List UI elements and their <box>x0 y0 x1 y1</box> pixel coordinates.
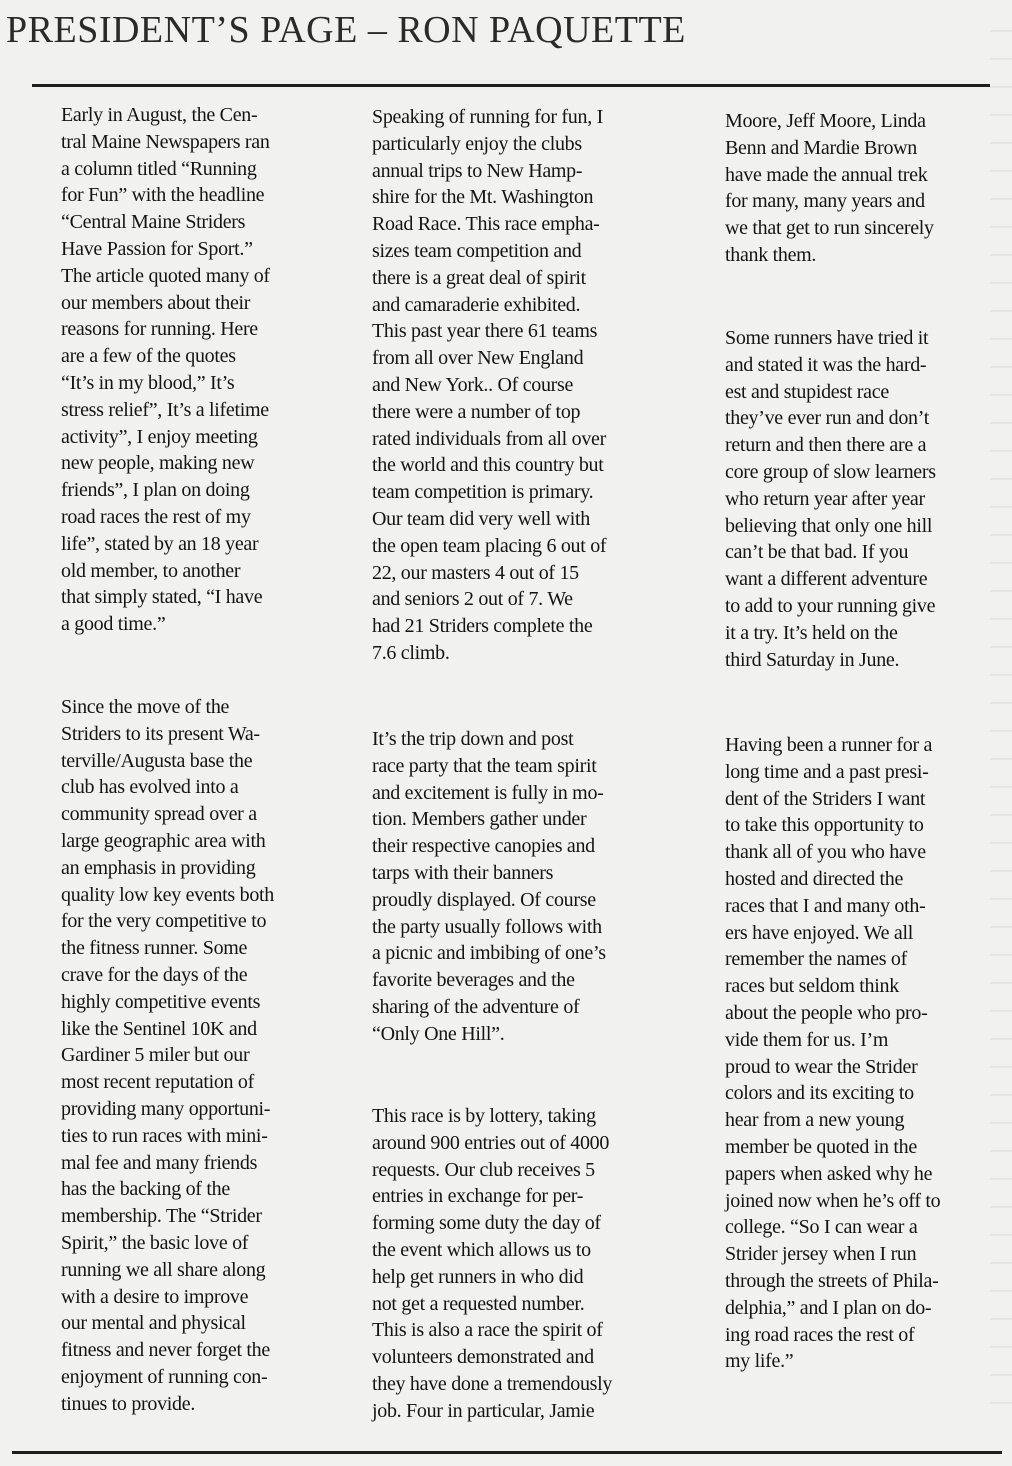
article-paragraph: Some runners have tried it and stated it was the hard- est and stupidest race they’ve ever run and don’t return and then there are a core group of slow learners who return year after year believing that only one hill can’t be that bad. If you want a different adventure to add to your running give it a try. It’s held on the third Saturday in June. <box>725 327 936 671</box>
article-paragraph: Early in August, the Cen- tral Maine Newspapers ran a column titled “Running for Fun” with the headline “Central Maine Striders Have Passion for Sport.” The article quoted many of our members about their reasons for running. Here are a few of the quotes “It’s in my blood,” It’s stress relief”, It’s a lifetime activity”, I enjoy meeting new people, making new friends”, I plan on doing road races the rest of my life”, stated by an 18 year old member, to another that simply stated, “I have a good time.” <box>61 104 270 636</box>
article-paragraph: It’s the trip down and post race party that the team spirit and excitement is fully in mo- tion. Members gather under their respective canopies and tarps with their banners proudly displayed. Of course the party usually follows with a picnic and imbibing of one’s favorite beverages and the sharing of the adventure of “Only One Hill”. <box>372 728 606 1045</box>
page-title: PRESIDENT’S PAGE – RON PAQUETTE <box>6 9 686 51</box>
article-paragraph: Moore, Jeff Moore, Linda Benn and Mardie Brown have made the annual trek for many, many years and we that get to run sincerely thank them. <box>725 110 934 266</box>
bottom-divider <box>12 1451 1002 1454</box>
article-paragraph: Speaking of running for fun, I particularly enjoy the clubs annual trips to New Hamp- shire for the Mt. Washington Road Race. This race empha- sizes team competition and there is a great deal of spirit and camaraderie exhibited. This past year there 61 teams from all over New England and New York.. Of course there were a number of top rated individuals from all over the world and this country but team competition is primary. Our team did very well with the open team placing 6 out of 22, our masters 4 out of 15 and seniors 2 out of 7. We had 21 Striders complete the 7.6 climb. <box>372 106 607 664</box>
article-paragraph: This race is by lottery, taking around 900 entries out of 4000 requests. Our club receives 5 entries in exchange for per- forming some duty the day of the event which allows us to help get runners in who did not get a requested number. This is also a race the spirit of volunteers demonstrated and they have done a tremendously job. Four in particular, Jamie <box>372 1105 613 1422</box>
top-divider <box>32 84 990 87</box>
article-paragraph: Since the move of the Striders to its present Wa- terville/Augusta base the club has evolved into a community spread over a large geographic area with an emphasis in providing quality low key events both for the very competitive to the fitness runner. Some crave for the days of the highly competitive events like the Sentinel 10K and Gardiner 5 miler but our most recent reputation of providing many opportuni- ties to run races with mini- mal fee and many friends has the backing of the membership. The “Strider Spirit,” the basic love of running we all share along with a desire to improve our mental and physical fitness and never forget the enjoyment of running con- tinues to provide. <box>61 696 274 1415</box>
article-paragraph: Having been a runner for a long time and a past presi- dent of the Striders I want to take this opportunity to thank all of you who have hosted and directed the races that I and many oth- ers have enjoyed. We all remember the names of races but seldom think about the people who pro- vide them for us. I’m proud to wear the Strider colors and its exciting to hear from a new young member be quoted in the papers when asked why he joined now when he’s off to college. “So I can wear a Strider jersey when I run through the streets of Phila- delphia,” and I plan on do- ing road races the rest of my life.” <box>725 734 941 1373</box>
page-bleed-through <box>990 30 1012 1430</box>
